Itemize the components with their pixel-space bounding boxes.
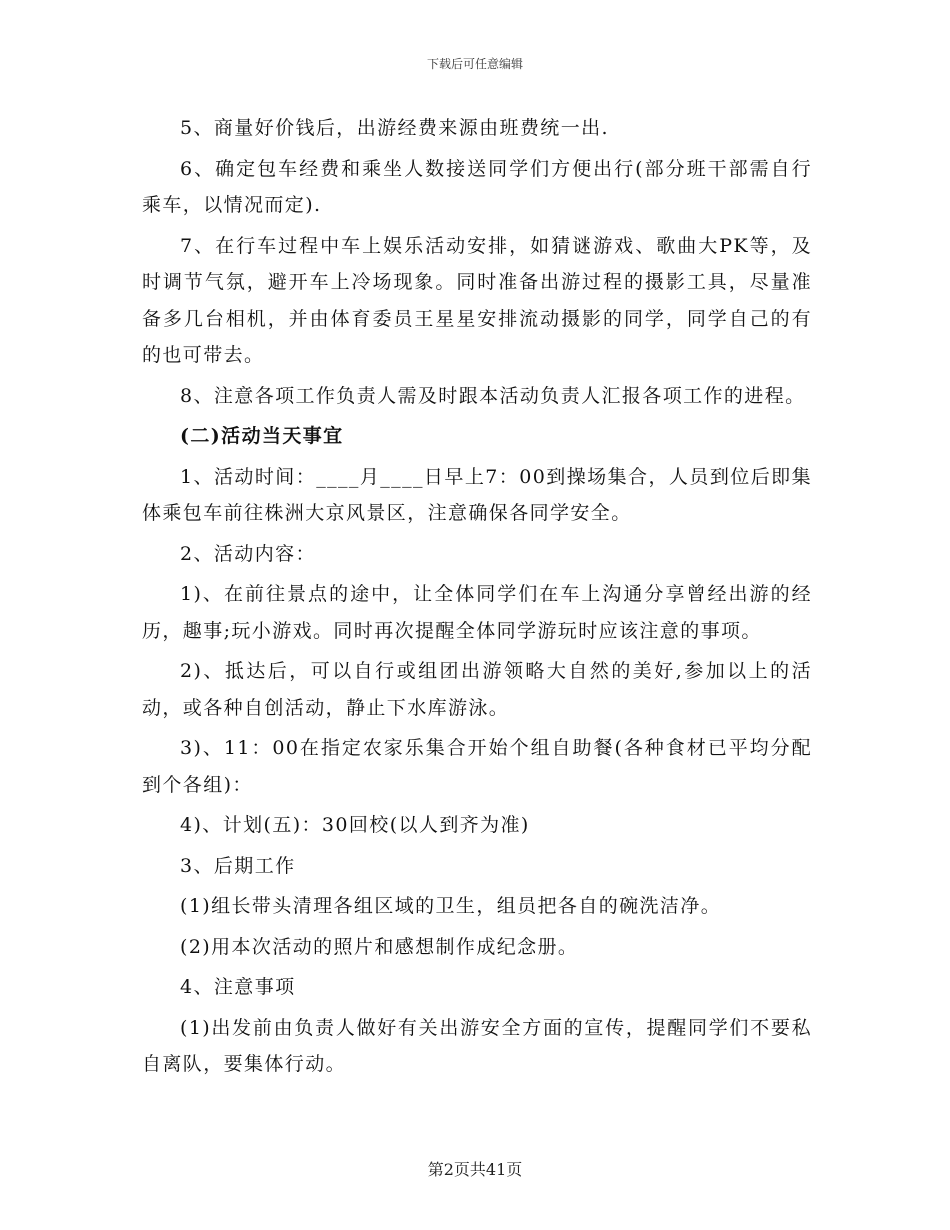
paragraph: 5、商量好价钱后，出游经费来源由班费统一出. — [180, 117, 609, 139]
paragraph: 4)、计划(五)：30回校(以人到齐为准) — [180, 814, 530, 836]
paragraph: (2)用本次活动的照片和感想制作成纪念册。 — [180, 935, 579, 958]
page-number: 第2页共41页 — [427, 1160, 523, 1179]
section-heading: (二)活动当天事宜 — [180, 425, 344, 447]
paragraph: 1、活动时间：____月____日早上7：00到操场集合，人员到位后即集体乘包车前往株洲大京风景区，注意确保各同学安全。 — [142, 465, 812, 524]
paragraph: 1)、在前往景点的途中，让全体同学们在车上沟通分享曾经出游的经历，趣事;玩小游戏。同时再次提醒全体同学游玩时应该注意的事项。 — [142, 583, 812, 642]
paragraph: (1)出发前由负责人做好有关出游安全方面的宣传，提醒同学们不要私自离队，要集体行动。 — [142, 1016, 812, 1075]
document-body — [142, 110, 812, 1087]
paragraph: 2)、抵达后，可以自行或组团出游领略大自然的美好,参加以上的活动，或各种自创活动，静止下水库游泳。 — [142, 660, 812, 719]
paragraph: 3)、11：00在指定农家乐集合开始个组自助餐(各种食材已平均分配到个各组)： — [142, 737, 812, 796]
paragraph: 2、活动内容： — [180, 542, 316, 565]
page-header: 下载后可任意编辑 — [426, 57, 523, 71]
paragraph: (1)组长带头清理各组区域的卫生，组员把各自的碗洗洁净。 — [180, 895, 722, 917]
paragraph: 6、确定包车经费和乘坐人数接送同学们方便出行(部分班干部需自行乘车，以情况而定). — [142, 157, 812, 216]
paragraph: 3、后期工作 — [180, 854, 296, 877]
paragraph: 4、注意事项 — [180, 976, 296, 998]
paragraph: 7、在行车过程中车上娱乐活动安排，如猜谜游戏、歌曲大PK等，及时调节气氛，避开车上冷场现象。同时准备出游过程的摄影工具，尽量准备多几台相机，并由体育委员王星星安排流动摄影的同学，同学自己的有的也可带去。 — [142, 234, 812, 366]
paragraph: 8、注意各项工作负责人需及时跟本活动负责人汇报各项工作的进程。 — [180, 384, 806, 407]
